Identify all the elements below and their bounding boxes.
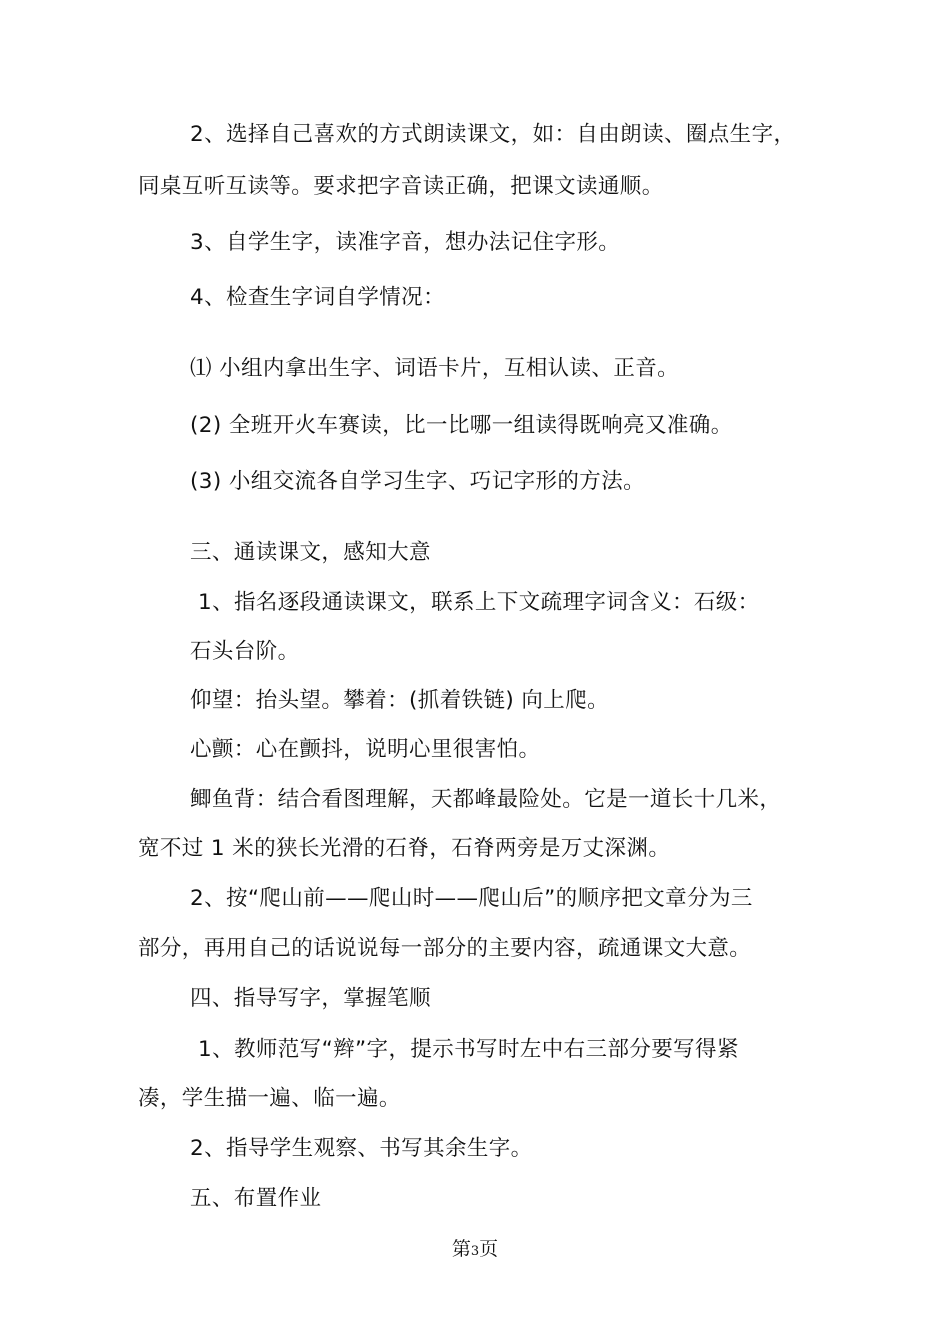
text-line: (2) 全班开火车赛读，比一比哪一组读得既响亮又准确。 xyxy=(190,413,733,438)
text-line: 同桌互听互读等。要求把字音读正确，把课文读通顺。 xyxy=(138,174,664,199)
text-line: 4、检查生字词自学情况： xyxy=(190,285,445,310)
text-line: 仰望：抬头望。攀着：(抓着铁链) 向上爬。 xyxy=(190,688,610,713)
text-line: 2、指导学生观察、书写其余生字。 xyxy=(190,1136,533,1161)
page-number: 3 xyxy=(470,1244,480,1259)
footer-suffix: 页 xyxy=(479,1238,499,1260)
text-line: 1、教师范写“辫”字，提示书写时左中右三部分要写得紧 xyxy=(198,1037,739,1062)
section-heading: 三、通读课文，感知大意 xyxy=(190,540,431,565)
text-line: (3) 小组交流各自学习生字、巧记字形的方法。 xyxy=(190,469,645,494)
footer-prefix: 第 xyxy=(451,1238,471,1260)
text-line: 鲫鱼背：结合看图理解，天都峰最险处。它是一道长十几米， xyxy=(190,787,782,812)
text-line: 2、选择自己喜欢的方式朗读课文，如：自由朗读、圈点生字， xyxy=(190,122,796,147)
text-line: 心颤：心在颤抖，说明心里很害怕。 xyxy=(190,737,541,762)
text-line: 部分，再用自己的话说说每一部分的主要内容，疏通课文大意。 xyxy=(138,936,752,961)
section-heading: 五、布置作业 xyxy=(190,1186,322,1211)
text-line: 凑，学生描一遍、临一遍。 xyxy=(138,1086,401,1111)
section-heading: 四、指导写字，掌握笔顺 xyxy=(190,986,431,1011)
text-line: 宽不过 1 米的狭长光滑的石脊，石脊两旁是万丈深渊。 xyxy=(138,836,671,861)
text-line: 3、自学生字，读准字音，想办法记住字形。 xyxy=(190,230,621,255)
page-footer xyxy=(0,1236,950,1265)
text-line: 2、按“爬山前——爬山时——爬山后”的顺序把文章分为三 xyxy=(190,886,753,911)
text-line: 1、指名逐段通读课文，联系上下文疏理字词含义：石级： xyxy=(198,590,760,615)
text-line: ⑴ 小组内拿出生字、词语卡片，互相认读、正音。 xyxy=(190,356,680,381)
text-line: 石头台阶。 xyxy=(190,639,300,664)
